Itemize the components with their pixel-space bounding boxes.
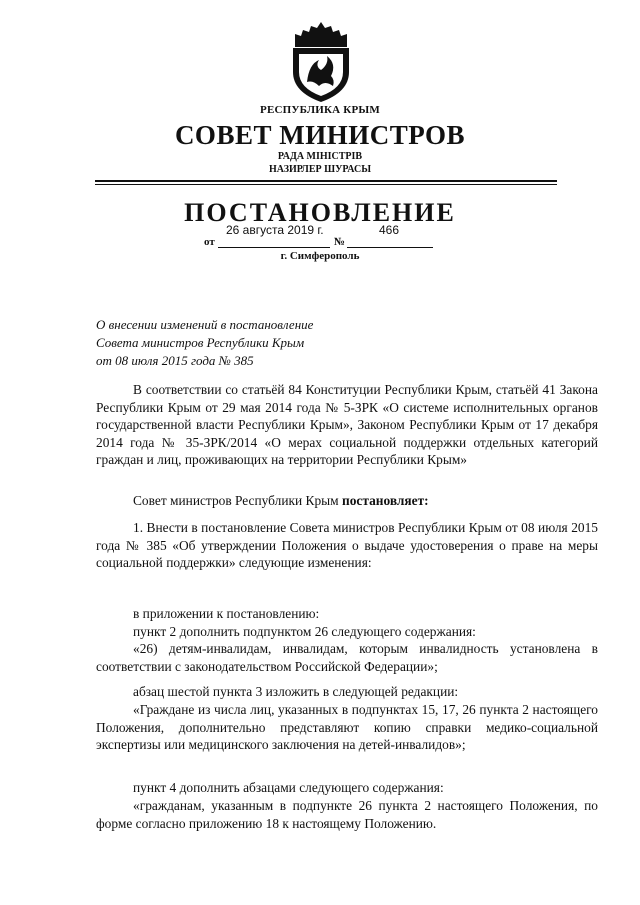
appendix-paragraph: в приложении к постановлению: bbox=[133, 606, 320, 621]
point-4-new-text-paragraph: «гражданам, указанным в подпункте 26 пункта 2 настоящего Положения, по форме согласно приложению 18 к настоящему Положению. bbox=[96, 798, 598, 831]
number-prefix-label: № bbox=[334, 236, 346, 248]
coat-of-arms-emblem bbox=[285, 20, 357, 104]
council-name: СОВЕТ МИНИСТРОВ bbox=[174, 120, 466, 150]
header-divider bbox=[95, 180, 557, 182]
document-number: 466 bbox=[379, 223, 400, 237]
number-underline bbox=[347, 247, 433, 248]
point-4-paragraph: пункт 4 дополнить абзацами следующего содержания: bbox=[133, 780, 444, 795]
document-type-heading: ПОСТАНОВЛЕНИЕ bbox=[184, 198, 456, 227]
republic-label: РЕСПУБЛИКА КРЫМ bbox=[260, 104, 380, 116]
city-label: г. Симферополь bbox=[280, 250, 360, 262]
council-name-ukrainian: РАДА МІНІСТРІВ bbox=[277, 151, 363, 162]
point-2-paragraph: пункт 2 дополнить подпунктом 26 следующего содержания: bbox=[133, 624, 476, 639]
title-line: Совета министров Республики Крым bbox=[96, 335, 305, 350]
subpoint-26-paragraph: «26) детям-инвалидам, инвалидам, которым инвалидность установлена в соответствии с законодательством Российской Федерации»; bbox=[96, 641, 598, 674]
point-3-paragraph: абзац шестой пункта 3 изложить в следующей редакции: bbox=[133, 684, 459, 699]
title-line: от 08 июля 2015 года № 385 bbox=[96, 353, 254, 368]
date-underline bbox=[218, 247, 330, 248]
title-line: О внесении изменений в постановление bbox=[96, 317, 314, 332]
document-title bbox=[96, 316, 456, 370]
resolution-text: Совет министров Республики Крым bbox=[133, 493, 342, 508]
document-date: 26 августа 2019 г. bbox=[226, 223, 324, 237]
date-prefix-label: от bbox=[204, 236, 215, 248]
resolution-paragraph bbox=[96, 492, 598, 510]
point-3-new-text-paragraph: «Граждане из числа лиц, указанных в подпунктах 15, 17, 26 пункта 2 настоящего Положения, дополнительно представляют копию справки медико-социальной экспертизы или медицинского заключения на детей-инвалидов»; bbox=[96, 702, 598, 752]
resolution-keyword: постановляет: bbox=[341, 493, 429, 508]
clause-1-paragraph: 1. Внести в постановление Совета министров Республики Крым от 08 июля 2015 года № 385 «Об утверждении Положения о выдаче удостоверения о праве на меры социальной поддержки» следующие изменения: bbox=[96, 520, 598, 570]
header-divider-thin bbox=[95, 184, 557, 185]
preamble-paragraph: В соответствии со статьёй 84 Конституции Республики Крым, статьёй 41 Закона Республики Крым от 29 мая 2014 года № 5-ЗРК «О системе исполнительных органов государственной власти Республики Крым», Законом Республики Крым от 17 декабря 2014 года № 35-ЗРК/2014 «О мерах социальной поддержки отдельных категорий граждан и лиц, проживающих на территории Республики Крым» bbox=[96, 382, 598, 467]
council-name-crimean-tatar: НАЗИРЛЕР ШУРАСЫ bbox=[268, 164, 372, 175]
